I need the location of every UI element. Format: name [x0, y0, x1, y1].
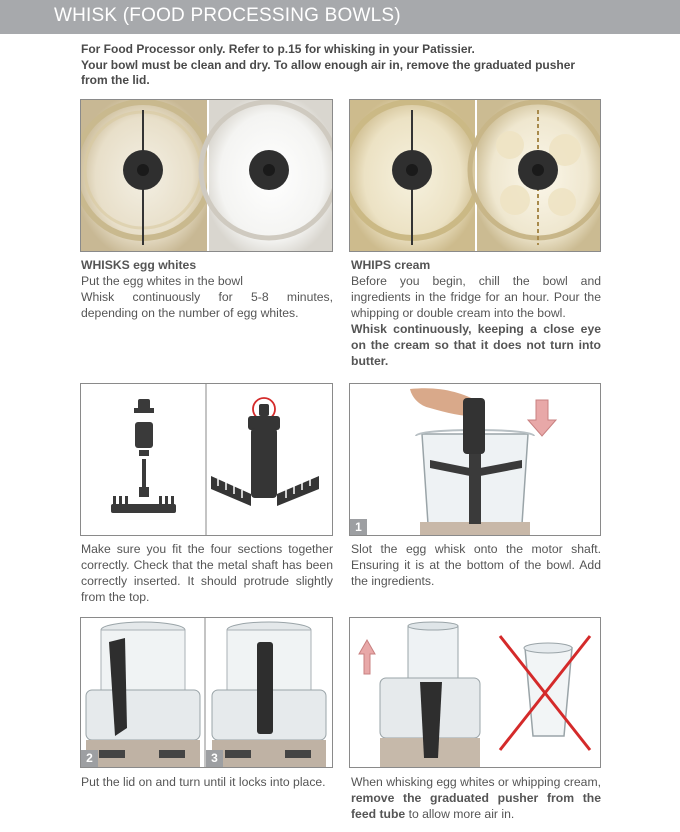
cream-photo — [349, 99, 601, 252]
assembly-caption — [81, 541, 333, 605]
pusher-text-before: When whisking egg whites or whipping cream, — [351, 775, 601, 789]
step-1-text: Slot the egg whisk onto the motor shaft. Ensuring it is at the bottom of the bowl. Add the ingredients. — [351, 542, 601, 588]
step-1-photo — [349, 383, 601, 536]
pusher-text — [351, 774, 601, 822]
intro-line-3: from the lid. — [81, 73, 150, 87]
cream-caption — [351, 257, 601, 369]
pusher-text-after: to allow more air in. — [408, 807, 515, 821]
egg-whites-caption — [81, 257, 333, 321]
pusher-caption — [351, 774, 601, 822]
step-2-badge: 2 — [81, 750, 98, 767]
intro-line-1: For Food Processor only. Refer to p.15 for whisking in your Patissier. — [81, 42, 475, 56]
intro-text — [81, 42, 601, 89]
cream-text: Before you begin, chill the bowl and ingredients in the fridge for an hour. Pour the whipping or double cream into the bowl. — [351, 274, 601, 320]
step-1-badge: 1 — [350, 519, 367, 536]
egg-whites-line-2: Whisk continuously for 5-8 minutes, depending on the number of egg whites. — [81, 290, 333, 320]
step-3-badge: 3 — [206, 750, 223, 767]
header-bar — [0, 0, 680, 34]
egg-whites-photo — [80, 99, 333, 252]
intro-line-2: Your bowl must be clean and dry. To allow enough air in, remove the graduated pusher — [81, 57, 576, 72]
cream-heading: WHIPS cream — [351, 258, 431, 272]
egg-whites-line-1: Put the egg whites in the bowl — [81, 274, 243, 288]
step-1-caption — [351, 541, 601, 589]
pusher-bold-text: remove the graduated pusher from the feed tube — [351, 791, 601, 821]
lid-text: Put the lid on and turn until it locks into place. — [81, 775, 326, 789]
assembly-text: Make sure you fit the four sections together correctly. Check that the metal shaft has been correctly inserted. It should protrude slightly from the top. — [81, 542, 333, 604]
whisk-assembly-illustration — [80, 383, 333, 536]
remove-pusher-photo — [349, 617, 601, 768]
egg-whites-heading: WHISKS egg whites — [81, 258, 197, 272]
cream-bold-text: Whisk continuously, keeping a close eye on the cream so that it does not turn into butter. — [351, 322, 601, 368]
lid-photo — [80, 617, 333, 768]
page-title: WHISK (FOOD PROCESSING BOWLS) — [54, 5, 401, 26]
lid-caption — [81, 774, 333, 790]
